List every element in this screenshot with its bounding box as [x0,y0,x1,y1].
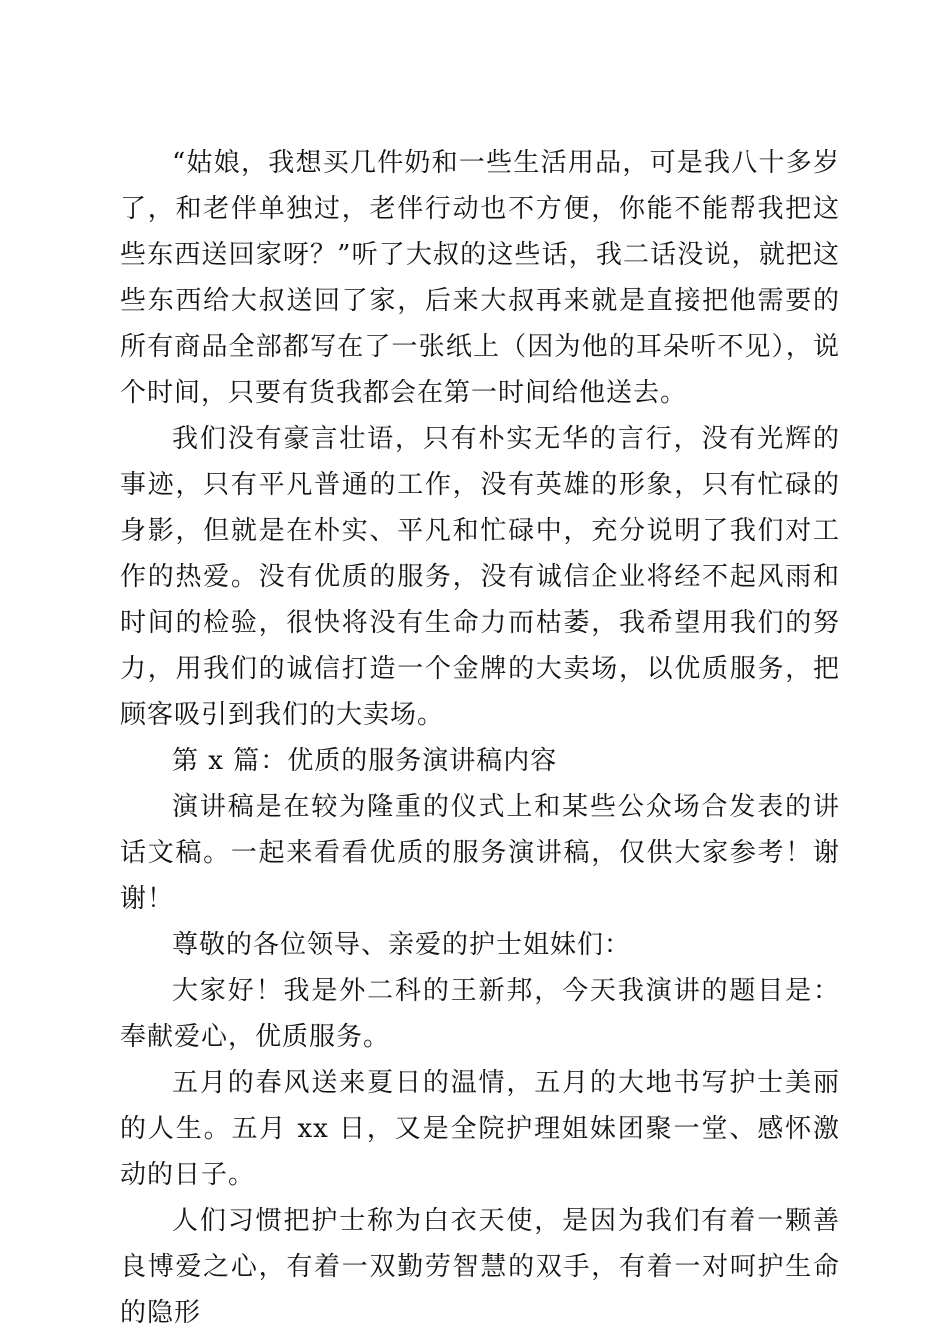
paragraph-old-man-request: “姑娘，我想买几件奶和一些生活用品，可是我八十多岁了，和老伴单独过，老伴行动也不方便，你能不能帮我把这些东西送回家呀？”听了大叔的这些话，我二话没说，就把这些东西给大叔送回了家，后来大叔再来就是直接把他需要的所有商品全部都写在了一张纸上（因为他的耳朵听不见），说个时间，只要有货我都会在第一时间给他送去。 [120,148,840,408]
paragraph-may-nurses: 五月的春风送来夏日的温情，五月的大地书写护士美丽的人生。五月 xx 日，又是全院护理姐妹团聚一堂、感怀激动的日子。 [120,1068,840,1190]
paragraph-honest-service: 我们没有豪言壮语，只有朴实无华的言行，没有光辉的事迹，只有平凡普通的工作，没有英雄的形象，只有忙碌的身影，但就是在朴实、平凡和忙碌中，充分说明了我们对工作的热爱。没有优质的服务，没有诚信企业将经不起风雨和时间的检验，很快将没有生命力而枯萎，我希望用我们的努力，用我们的诚信打造一个金牌的大卖场，以优质服务，把顾客吸引到我们的大卖场。 [120,424,840,730]
paragraph-greeting: 大家好！我是外二科的王新邦，今天我演讲的题目是：奉献爱心，优质服务。 [120,976,840,1052]
paragraph-salutation: 尊敬的各位领导、亲爱的护士姐妹们： [172,930,632,960]
section-heading: 第 x 篇：优质的服务演讲稿内容 [172,746,558,776]
paragraph-speech-intro: 演讲稿是在较为隆重的仪式上和某些公众场合发表的讲话文稿。一起来看看优质的服务演讲稿，仅供大家参考！谢谢！ [120,792,840,914]
paragraph-white-angels: 人们习惯把护士称为白衣天使，是因为我们有着一颗善良博爱之心，有着一双勤劳智慧的双手，有着一对呵护生命的隐形 [120,1206,840,1328]
document-body [120,140,840,1336]
